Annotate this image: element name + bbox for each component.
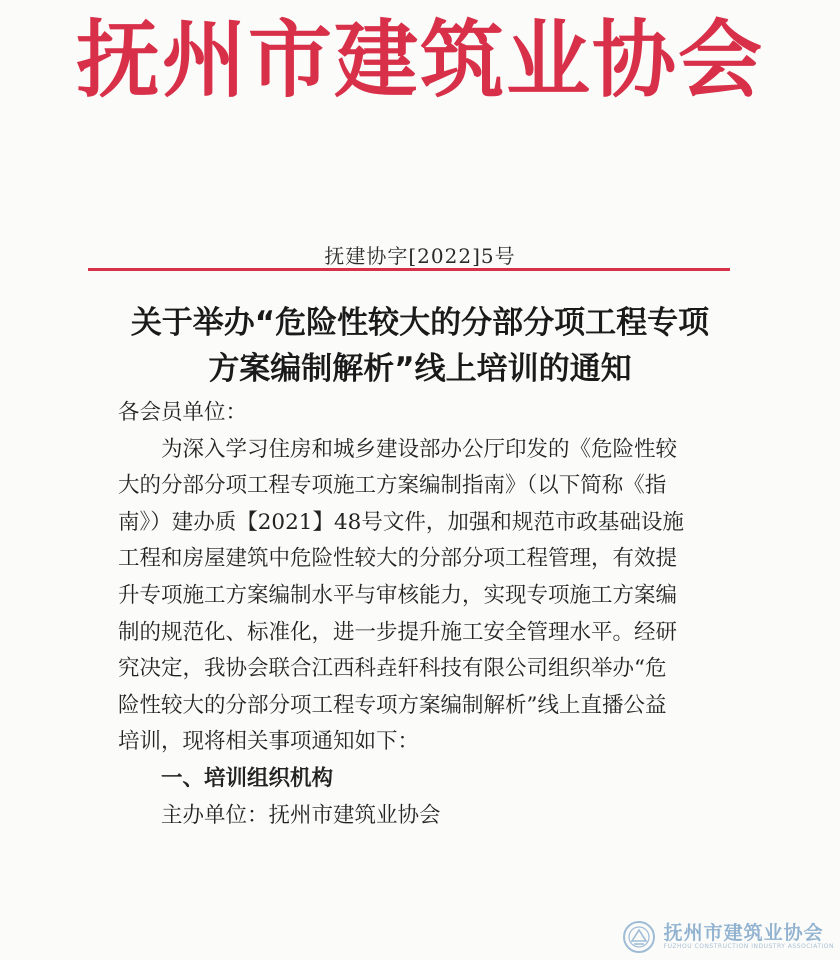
organization-header: 抚州市建筑业协会 xyxy=(75,11,764,109)
red-divider-rule xyxy=(88,268,730,271)
intro-paragraph xyxy=(118,432,723,761)
paragraph-line: 大的分部分项工程专项施工方案编制指南》（以下简称《指 xyxy=(118,473,667,499)
paragraph-line: 究决定，我协会联合江西科垚轩科技有限公司组织举办“危 xyxy=(118,656,667,682)
section-heading-1: 一、培训组织机构 xyxy=(161,765,334,791)
document-title xyxy=(0,300,840,392)
watermark-name: 抚州市建筑业协会 xyxy=(663,922,824,945)
watermark-subtitle: FUZHOU CONSTRUCTION INDUSTRY ASSOCIATION xyxy=(663,943,834,951)
association-logo-icon xyxy=(622,920,656,954)
paragraph-line: 培训，现将相关事项通知如下： xyxy=(118,729,420,755)
document-body xyxy=(118,395,723,834)
watermark-text xyxy=(664,923,834,950)
title-line-1: 关于举办“危险性较大的分部分项工程专项 xyxy=(130,305,710,341)
watermark xyxy=(622,920,834,954)
paragraph-line: 制的规范化、标准化，进一步提升施工安全管理水平。经研 xyxy=(118,619,678,645)
host-unit-line: 主办单位：抚州市建筑业协会 xyxy=(161,802,441,828)
title-line-2: 方案编制解析”线上培训的通知 xyxy=(208,351,632,387)
paragraph-line: 工程和房屋建筑中危险性较大的分部分项工程管理，有效提 xyxy=(118,546,678,572)
paragraph-line: 南》）建办质【2021】48号文件，加强和规范市政基础设施 xyxy=(118,509,684,535)
paragraph-line: 险性较大的分部分项工程专项方案编制解析”线上直播公益 xyxy=(118,692,667,718)
paragraph-line: 升专项施工方案编制水平与审核能力，实现专项施工方案编 xyxy=(118,582,678,608)
salutation: 各会员单位： xyxy=(118,400,248,425)
paragraph-line: 为深入学习住房和城乡建设部办公厅印发的《危险性较 xyxy=(118,436,678,462)
document-number: 抚建协字[2022]5号 xyxy=(324,244,516,268)
